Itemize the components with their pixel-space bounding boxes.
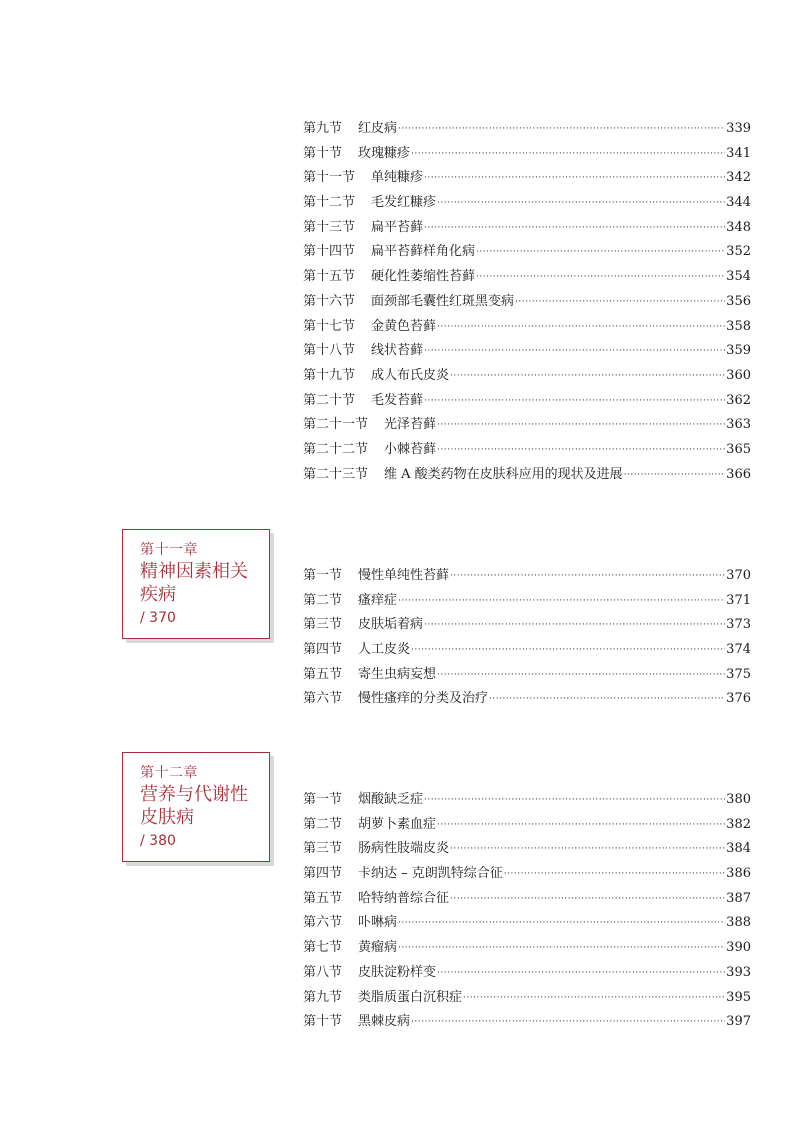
dot-leader: [411, 142, 725, 167]
section-title: 皮肤垢着病: [358, 617, 424, 633]
chapter-title-line-2: 皮肤病: [140, 807, 194, 828]
dot-leader: [398, 936, 725, 961]
section-number: 第十一节: [303, 170, 356, 186]
page-number: 342: [726, 170, 751, 186]
toc-entry[interactable]: [303, 564, 751, 589]
dot-leader: [463, 986, 725, 1011]
dot-leader: [437, 191, 725, 216]
section-number: 第一节: [303, 568, 343, 583]
section-number: 第十五节: [303, 269, 356, 285]
page-number: 374: [726, 642, 751, 658]
section-number: 第二节: [303, 816, 343, 832]
dot-leader: [398, 911, 725, 936]
section-title: 皮肤淀粉样变: [358, 964, 437, 980]
dot-leader: [424, 788, 725, 813]
section-number: 第十二节: [303, 195, 356, 211]
dot-leader: [437, 813, 725, 838]
section-number: 第二节: [303, 592, 343, 608]
section-title: 哈特纳普综合征: [358, 890, 450, 906]
toc-entry[interactable]: [303, 837, 751, 862]
dot-leader: [437, 315, 725, 340]
dot-leader: [437, 961, 725, 986]
toc-entry[interactable]: [303, 438, 751, 463]
section-title: 光泽苔藓: [384, 417, 437, 433]
toc-list-chapter-10: [303, 117, 751, 487]
dot-leader: [437, 413, 725, 438]
section-title: 瘙痒症: [358, 592, 398, 608]
section-title: 肠病性肢端皮炎: [358, 841, 450, 857]
page-number: 384: [726, 841, 751, 857]
section-number: 第八节: [303, 964, 343, 980]
toc-entry[interactable]: [303, 413, 751, 438]
toc-entry[interactable]: [303, 339, 751, 364]
section-title: 成人布氏皮炎: [371, 367, 450, 383]
chapter-title-line-1: 精神因素相关: [140, 561, 248, 582]
section-number: 第十节: [303, 145, 343, 161]
section-number: 第三节: [303, 617, 343, 633]
section-number: 第二十一节: [303, 417, 369, 433]
dot-leader: [624, 463, 726, 488]
toc-entry[interactable]: [303, 166, 751, 191]
section-number: 第十四节: [303, 244, 356, 260]
toc-entry[interactable]: [303, 240, 751, 265]
toc-entry[interactable]: [303, 191, 751, 216]
page-number: 359: [726, 343, 751, 359]
section-title: 硬化性萎缩性苔藓: [371, 269, 476, 285]
page-number: 352: [726, 244, 751, 260]
dot-leader: [450, 564, 725, 589]
chapter-label: 第十一章: [140, 542, 198, 558]
page-number: 388: [726, 915, 751, 931]
dot-leader: [450, 364, 725, 389]
page-number: 380: [726, 792, 751, 807]
dot-leader: [504, 862, 725, 887]
dot-leader: [450, 837, 725, 862]
dot-leader: [476, 265, 725, 290]
section-title: 黑棘皮病: [358, 1014, 411, 1030]
dot-leader: [489, 687, 725, 712]
dot-leader: [437, 663, 725, 688]
section-number: 第六节: [303, 691, 343, 707]
dot-leader: [411, 1010, 725, 1035]
toc-entry[interactable]: [303, 638, 751, 663]
toc-entry[interactable]: [303, 265, 751, 290]
page-number: 356: [726, 293, 751, 309]
section-number: 第十六节: [303, 293, 356, 309]
section-title: 慢性单纯性苔藓: [358, 568, 450, 583]
page-number: 393: [726, 964, 751, 980]
page-number: 376: [726, 691, 751, 707]
section-title: 金黄色苔藓: [371, 318, 437, 334]
toc-list-chapter-12: [303, 788, 751, 1035]
page-number: 382: [726, 816, 751, 832]
page-number: 366: [726, 466, 751, 482]
section-number: 第十九节: [303, 367, 356, 383]
chapter-label: 第十二章: [140, 765, 198, 781]
toc-entry[interactable]: [303, 936, 751, 961]
dot-leader: [398, 589, 725, 614]
section-title: 单纯糠疹: [371, 170, 424, 186]
page-number: 387: [726, 890, 751, 906]
section-title: 人工皮炎: [358, 642, 411, 658]
toc-entry[interactable]: [303, 986, 751, 1011]
toc-entry[interactable]: [303, 687, 751, 712]
section-title: 寄生虫病妄想: [358, 666, 437, 682]
dot-leader: [450, 887, 725, 912]
section-title: 扁平苔藓: [371, 219, 424, 235]
section-number: 第二十三节: [303, 466, 369, 482]
section-title: 毛发红糠疹: [371, 195, 437, 211]
dot-leader: [424, 389, 725, 414]
section-title: 胡萝卜素血症: [358, 816, 437, 832]
toc-entry[interactable]: [303, 216, 751, 241]
section-title: 小棘苔藓: [384, 441, 437, 457]
chapter-12-heading-box[interactable]: [122, 752, 270, 862]
dot-leader: [424, 613, 725, 638]
section-number: 第二十二节: [303, 441, 369, 457]
section-number: 第四节: [303, 866, 343, 882]
section-number: 第六节: [303, 915, 343, 931]
toc-entry[interactable]: [303, 961, 751, 986]
chapter-page-number: / 370: [140, 610, 176, 626]
section-number: 第四节: [303, 642, 343, 658]
toc-entry[interactable]: [303, 315, 751, 340]
page-number: 348: [726, 219, 751, 235]
section-number: 第七节: [303, 940, 343, 956]
dot-leader: [476, 240, 725, 265]
page-number: 363: [726, 417, 751, 433]
toc-entry[interactable]: [303, 364, 751, 389]
section-title: 烟酸缺乏症: [358, 792, 424, 807]
page-number: 362: [726, 392, 751, 408]
section-title: 类脂质蛋白沉积症: [358, 989, 463, 1005]
dot-leader: [437, 438, 725, 463]
chapter-title-line-2: 疾病: [140, 584, 176, 605]
section-number: 第五节: [303, 666, 343, 682]
toc-entry[interactable]: [303, 463, 751, 488]
chapter-11-heading-box[interactable]: [122, 529, 270, 639]
section-title: 卟啉病: [358, 915, 398, 931]
page-number: 371: [726, 592, 751, 608]
toc-entry[interactable]: [303, 389, 751, 414]
dot-leader: [515, 290, 725, 315]
section-title: 卡纳达 – 克朗凯特综合征: [358, 866, 503, 882]
page-number: 341: [726, 145, 751, 161]
page-number: 395: [726, 989, 751, 1005]
toc-entry[interactable]: [303, 117, 751, 142]
toc-entry[interactable]: [303, 663, 751, 688]
page-number: 339: [726, 121, 751, 136]
toc-list-chapter-11: [303, 564, 751, 712]
toc-entry[interactable]: [303, 887, 751, 912]
toc-entry[interactable]: [303, 788, 751, 813]
chapter-page-number: / 380: [140, 833, 176, 849]
page-number: 397: [726, 1014, 751, 1030]
section-title: 红皮病: [358, 121, 398, 136]
page-number: 358: [726, 318, 751, 334]
section-number: 第五节: [303, 890, 343, 906]
section-title: 玫瑰糠疹: [358, 145, 411, 161]
section-number: 第九节: [303, 121, 343, 136]
toc-entry[interactable]: [303, 290, 751, 315]
toc-entry[interactable]: [303, 911, 751, 936]
toc-entry[interactable]: [303, 613, 751, 638]
dot-leader: [398, 117, 725, 142]
page-number: 360: [726, 367, 751, 383]
section-number: 第十七节: [303, 318, 356, 334]
section-title: 慢性瘙痒的分类及治疗: [358, 691, 489, 707]
section-title: 面颈部毛囊性红斑黑变病: [371, 293, 515, 309]
toc-entry[interactable]: [303, 142, 751, 167]
chapter-title-line-1: 营养与代谢性: [140, 784, 248, 805]
dot-leader: [424, 166, 725, 191]
section-number: 第二十节: [303, 392, 356, 408]
toc-entry[interactable]: [303, 1010, 751, 1035]
section-number: 第十八节: [303, 343, 356, 359]
section-title: 线状苔藓: [371, 343, 424, 359]
dot-leader: [411, 638, 725, 663]
section-title: 扁平苔藓样角化病: [371, 244, 476, 260]
toc-entry[interactable]: [303, 813, 751, 838]
dot-leader: [424, 216, 725, 241]
section-number: 第十三节: [303, 219, 356, 235]
section-title: 维 A 酸类药物在皮肤科应用的现状及进展: [384, 466, 623, 482]
dot-leader: [424, 339, 725, 364]
page-number: 354: [726, 269, 751, 285]
page-number: 365: [726, 441, 751, 457]
toc-entry[interactable]: [303, 862, 751, 887]
page-number: 370: [726, 568, 751, 583]
section-number: 第十节: [303, 1014, 343, 1030]
page-number: 373: [726, 617, 751, 633]
section-number: 第九节: [303, 989, 343, 1005]
toc-entry[interactable]: [303, 589, 751, 614]
page-number: 344: [726, 195, 751, 211]
page-number: 386: [726, 866, 751, 882]
section-title: 毛发苔藓: [371, 392, 424, 408]
section-number: 第一节: [303, 792, 343, 807]
section-title: 黄瘤病: [358, 940, 398, 956]
section-number: 第三节: [303, 841, 343, 857]
page-number: 390: [726, 940, 751, 956]
page-number: 375: [726, 666, 751, 682]
